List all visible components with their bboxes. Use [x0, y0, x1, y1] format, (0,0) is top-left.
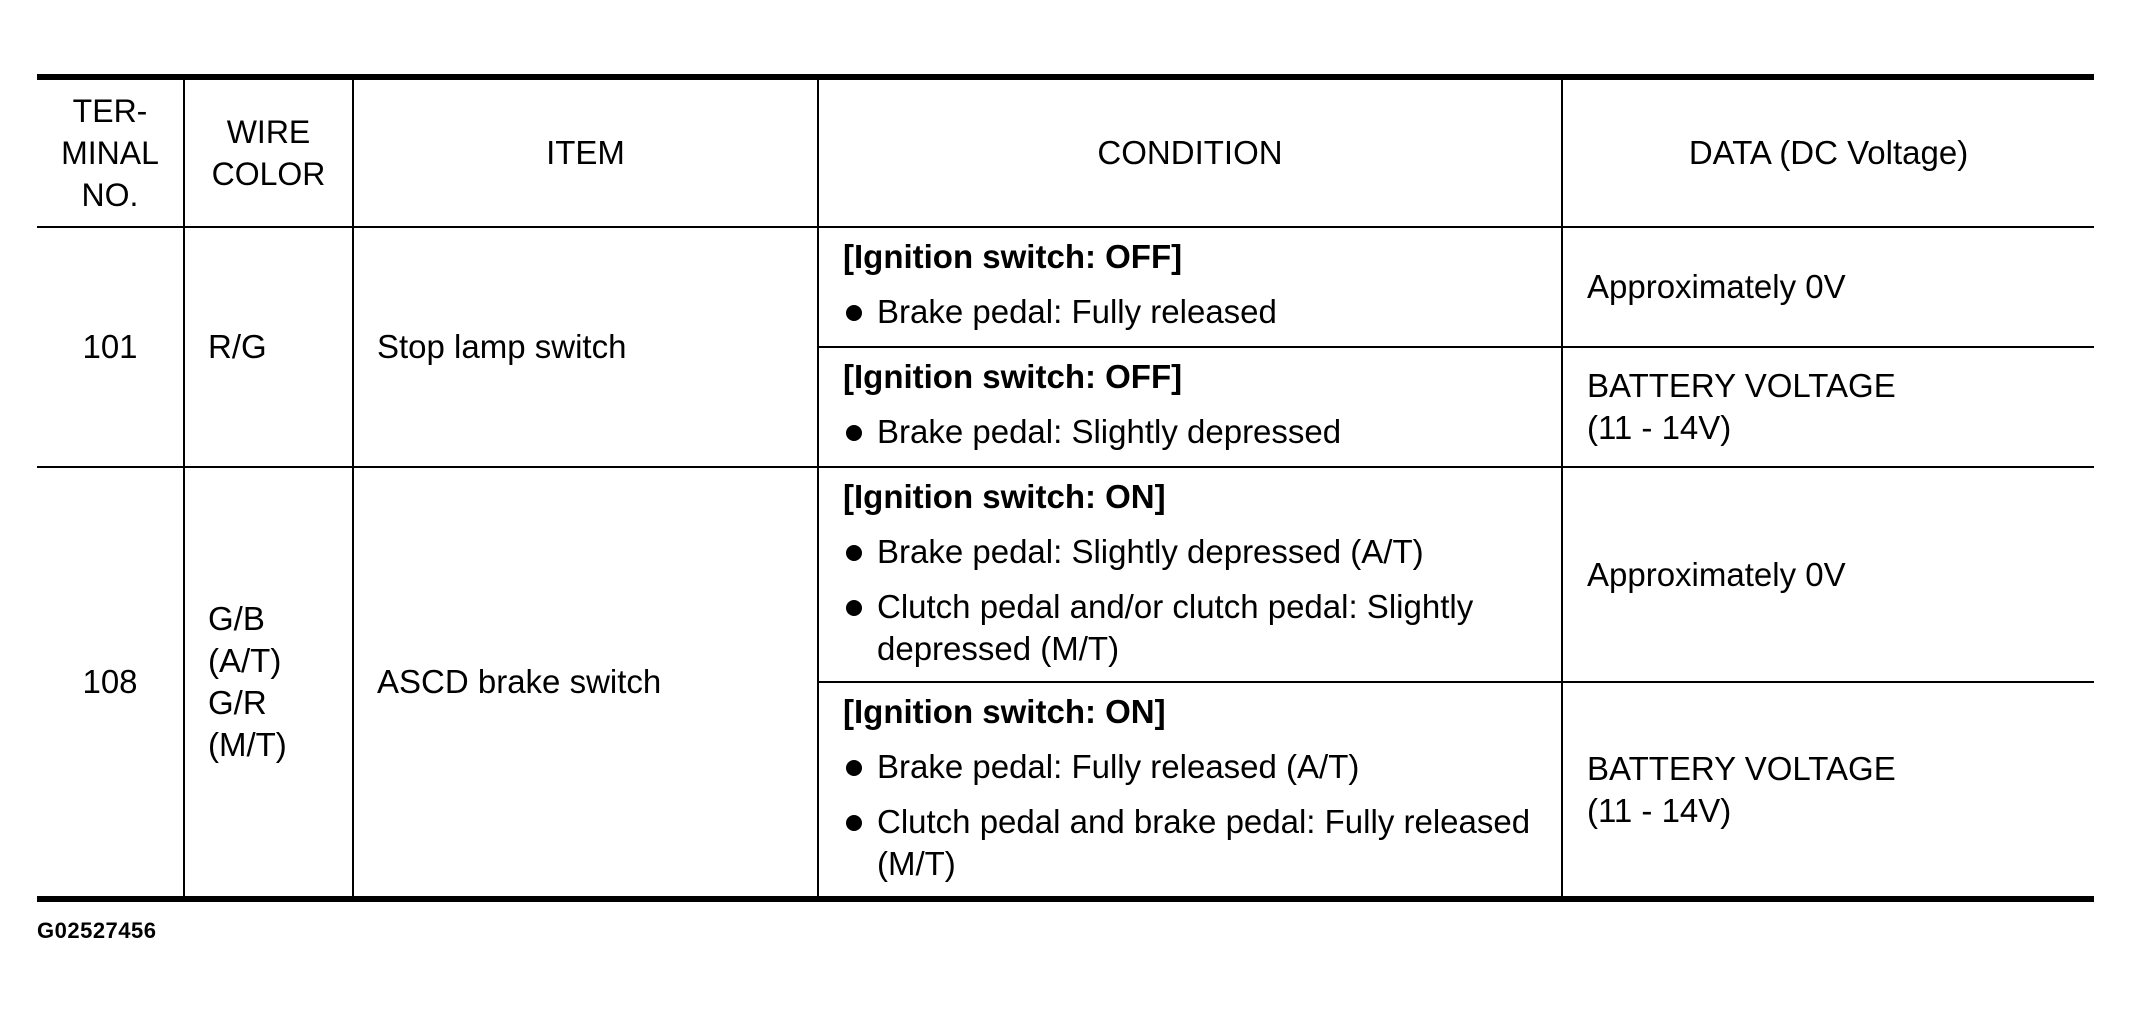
data-value: Approximately 0V — [1587, 555, 1846, 593]
condition-item — [843, 801, 1551, 885]
condition-cell — [818, 467, 1562, 682]
header-data: DATA (DC Voltage) — [1562, 77, 2094, 227]
terminal-cell: 108 — [37, 467, 184, 899]
data-value: BATTERY VOLTAGE — [1587, 749, 1896, 787]
data-cell — [1562, 682, 2094, 899]
header-terminal-line: NO. — [81, 177, 139, 213]
condition-item-text: Brake pedal: Fully released (A/T) — [877, 748, 1360, 785]
condition-heading: [Ignition switch: ON] — [843, 478, 1166, 515]
wire-color-value: (M/T) — [208, 726, 287, 763]
wire-color-value: G/B — [208, 600, 265, 637]
header-row — [37, 77, 2094, 227]
header-wire-line: WIRE — [226, 114, 311, 150]
data-value: (11 - 14V) — [1587, 791, 1732, 829]
bullet-dot-icon — [846, 815, 862, 831]
header-wire-line: COLOR — [211, 156, 326, 192]
condition-cell — [818, 682, 1562, 899]
condition-item-text: Brake pedal: Slightly depressed — [877, 413, 1342, 450]
condition-item — [843, 291, 1551, 333]
data-cell — [1562, 347, 2094, 467]
item-cell: Stop lamp switch — [353, 227, 818, 467]
wire-color-value: G/R — [208, 684, 267, 721]
header-item: ITEM — [353, 77, 818, 227]
header-condition: CONDITION — [818, 77, 1562, 227]
bullet-dot-icon — [846, 545, 862, 561]
table-row — [37, 467, 2094, 682]
condition-item-text: Clutch pedal and brake pedal: Fully released (M/T) — [877, 803, 1531, 882]
terminal-data-table — [37, 74, 2094, 902]
bullet-dot-icon — [846, 305, 862, 321]
header-terminal-no — [37, 77, 184, 227]
wire-color-cell — [184, 227, 353, 467]
terminal-cell: 101 — [37, 227, 184, 467]
condition-heading: [Ignition switch: OFF] — [843, 358, 1183, 395]
condition-item-text: Brake pedal: Fully released — [877, 293, 1277, 330]
condition-item — [843, 746, 1551, 788]
condition-item — [843, 531, 1551, 573]
header-terminal-line: MINAL — [61, 135, 159, 171]
bullet-dot-icon — [846, 760, 862, 776]
table-row — [37, 227, 2094, 347]
data-value: Approximately 0V — [1587, 268, 1846, 305]
wire-color-cell — [184, 467, 353, 899]
condition-heading: [Ignition switch: OFF] — [843, 238, 1183, 275]
condition-item-text: Brake pedal: Slightly depressed (A/T) — [877, 533, 1424, 570]
data-value: BATTERY VOLTAGE — [1587, 367, 1896, 404]
terminal-data-table-container — [37, 74, 2094, 902]
condition-item — [843, 586, 1551, 670]
item-cell: ASCD brake switch — [353, 467, 818, 899]
condition-cell — [818, 227, 1562, 347]
wire-color-value: R/G — [208, 328, 267, 365]
data-cell — [1562, 227, 2094, 347]
bullet-dot-icon — [846, 425, 862, 441]
header-terminal-line: TER- — [72, 93, 148, 129]
figure-id: G02527456 — [37, 918, 157, 943]
data-cell — [1562, 467, 2094, 682]
condition-heading: [Ignition switch: ON] — [843, 693, 1166, 730]
header-wire-color — [184, 77, 353, 227]
condition-item — [843, 411, 1551, 453]
data-value: (11 - 14V) — [1587, 409, 1732, 446]
condition-cell — [818, 347, 1562, 467]
wire-color-value: (A/T) — [208, 642, 282, 679]
bullet-dot-icon — [846, 600, 862, 616]
condition-item-text: Clutch pedal and/or clutch pedal: Slightly depressed (M/T) — [877, 588, 1474, 667]
